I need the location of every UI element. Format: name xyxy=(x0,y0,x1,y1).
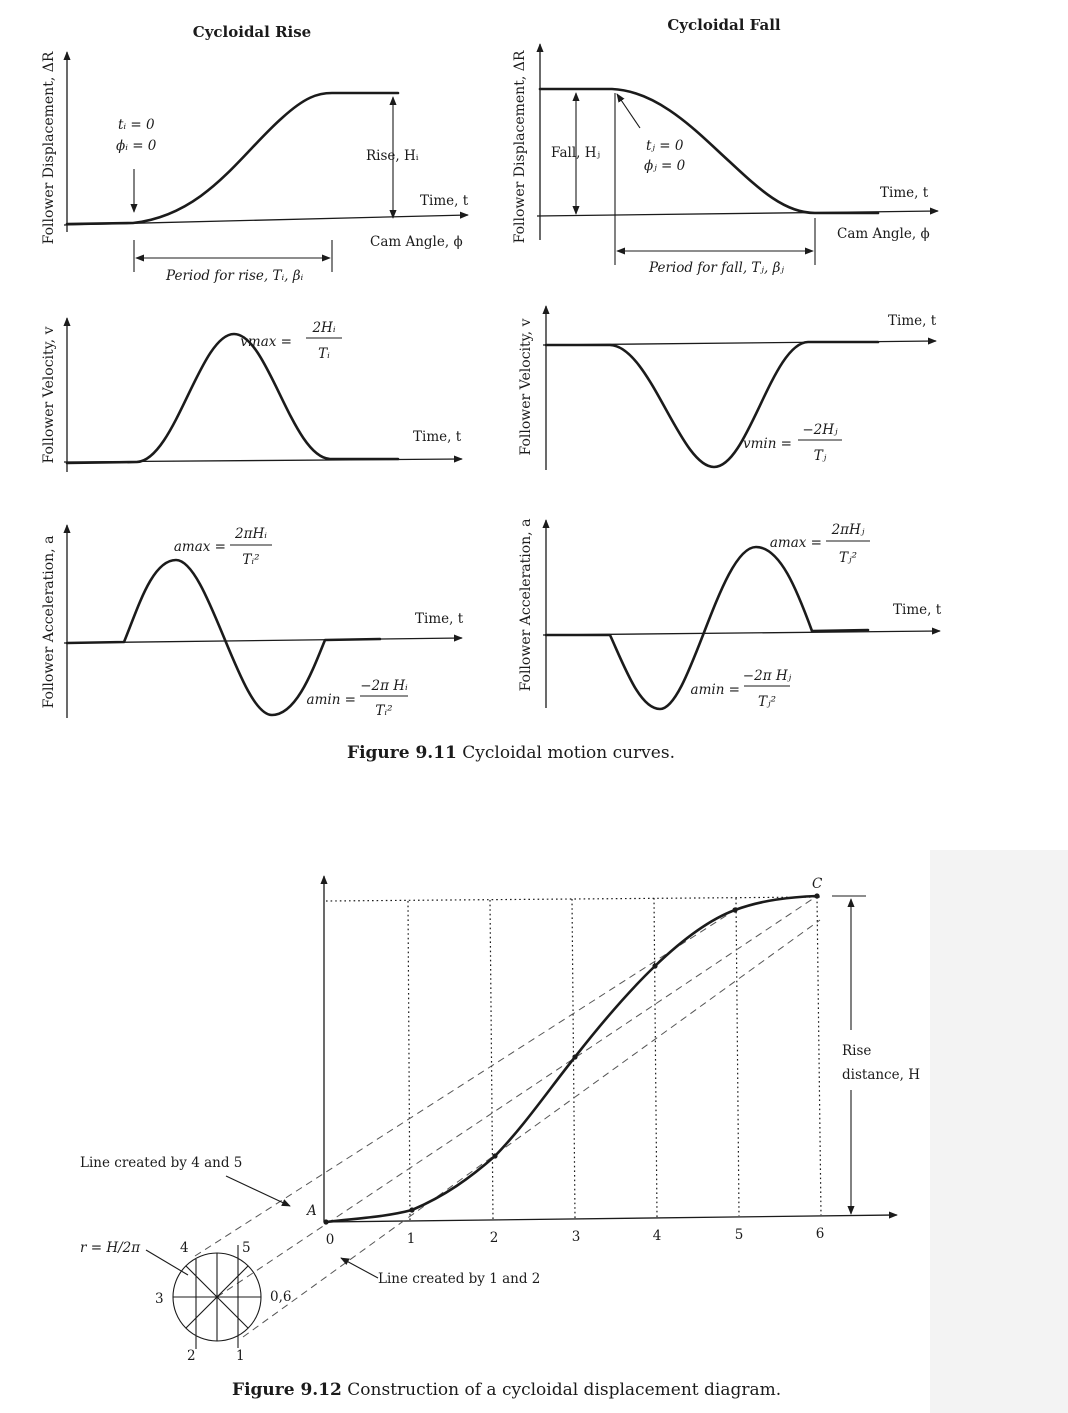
amax-rise-lhs: amax = xyxy=(173,539,226,555)
figure-9-12-number: Figure 9.12 xyxy=(232,1380,342,1400)
curve-point-2 xyxy=(492,1153,497,1158)
fall-velocity-panel xyxy=(518,306,937,470)
page-margin-shade xyxy=(930,850,1068,1413)
line-created-by-4-and-5 xyxy=(195,910,735,1256)
amin-rise-lhs: amin = xyxy=(306,692,356,708)
line12-pointer xyxy=(341,1258,378,1278)
curve-point-4 xyxy=(652,963,657,968)
rise-acc-y-label: Follower Acceleration, a xyxy=(41,535,57,709)
amin-fall-numerator: −2π Hⱼ xyxy=(742,668,792,684)
grid-line-6 xyxy=(817,897,821,1215)
x-tick-4: 4 xyxy=(652,1228,662,1244)
rise-acceleration-panel xyxy=(41,525,464,719)
figure-9-12-caption xyxy=(232,1380,781,1400)
grid-line-2 xyxy=(490,900,493,1219)
vmax-denominator: Tᵢ xyxy=(318,346,330,362)
vmin-lhs: vmin = xyxy=(742,436,792,452)
fall-time-label: Time, t xyxy=(880,185,929,201)
fall-period-label: Period for fall, Tⱼ, βⱼ xyxy=(649,260,784,276)
rise-ti-label: tᵢ = 0 xyxy=(118,117,155,133)
point-a-marker xyxy=(323,1219,328,1224)
x-tick-1: 1 xyxy=(406,1231,416,1247)
rise-title: Cycloidal Rise xyxy=(192,23,312,41)
circle-label-2: 2 xyxy=(187,1348,196,1364)
rise-velocity-curve xyxy=(67,334,398,463)
figure-9-12 xyxy=(80,876,920,1400)
circle-label-1: 1 xyxy=(236,1348,245,1364)
radius-label: r = H/2π xyxy=(80,1240,141,1256)
line45-pointer xyxy=(226,1176,290,1206)
grid-line-4 xyxy=(654,898,657,1217)
rise-displacement-panel xyxy=(41,23,469,284)
rise-vel-y-label: Follower Velocity, v xyxy=(41,326,57,464)
vmax-lhs: vmax = xyxy=(240,334,292,350)
point-a-label: A xyxy=(307,1203,317,1219)
rise-cam-angle-label: Cam Angle, ϕ xyxy=(370,234,463,250)
figure-9-11-number: Figure 9.11 xyxy=(347,743,457,763)
top-dotted-line xyxy=(326,897,820,901)
amax-rise-numerator: 2πHᵢ xyxy=(235,526,267,542)
fall-velocity-curve xyxy=(546,342,878,467)
grid-line-1 xyxy=(408,901,410,1220)
rise-h-label: Rise, Hᵢ xyxy=(366,148,419,164)
rise-vel-time-label: Time, t xyxy=(413,429,462,445)
rise-period-label: Period for rise, Tᵢ, βᵢ xyxy=(166,268,304,284)
x-tick-5: 5 xyxy=(734,1227,744,1243)
x-tick-3: 3 xyxy=(571,1229,581,1245)
rise-distance-label-2: distance, H xyxy=(842,1067,920,1083)
fall-vel-y-label: Follower Velocity, v xyxy=(518,318,534,456)
fall-displacement-panel xyxy=(512,16,938,276)
figure-9-11 xyxy=(41,16,942,763)
fall-phi-label: ϕⱼ = 0 xyxy=(644,158,686,174)
curve-point-1 xyxy=(409,1207,414,1212)
amax-rise-denominator: Tᵢ² xyxy=(242,552,260,568)
point-c-label: C xyxy=(812,876,823,892)
circle-label-4: 4 xyxy=(180,1240,189,1256)
amax-fall-denominator: Tⱼ² xyxy=(839,550,857,566)
fall-vel-time-label: Time, t xyxy=(888,313,937,329)
rise-disp-y-label: Follower Displacement, ΔR xyxy=(41,51,57,245)
curve-point-5 xyxy=(732,907,737,912)
circle-label-5: 5 xyxy=(242,1240,251,1256)
figure-9-11-caption xyxy=(347,743,675,763)
curve-point-3 xyxy=(572,1054,577,1059)
fall-h-label: Fall, Hⱼ xyxy=(551,145,601,161)
amin-rise-numerator: −2π Hᵢ xyxy=(360,678,408,694)
cycloidal-displacement-curve xyxy=(326,896,817,1222)
x-tick-6: 6 xyxy=(815,1226,825,1242)
line-a-to-c xyxy=(217,896,817,1297)
fall-cam-angle-label: Cam Angle, ϕ xyxy=(837,226,930,242)
fall-acc-time-label: Time, t xyxy=(893,602,942,618)
point-c-marker xyxy=(814,893,819,898)
amin-fall-lhs: amin = xyxy=(690,682,740,698)
vmin-numerator: −2Hⱼ xyxy=(802,422,838,438)
grid-line-5 xyxy=(736,898,739,1216)
line45-label: Line created by 4 and 5 xyxy=(80,1155,243,1171)
x-tick-0: 0 xyxy=(325,1232,335,1248)
fall-disp-y-label: Follower Displacement, ΔR xyxy=(512,50,528,244)
fall-title: Cycloidal Fall xyxy=(667,16,781,34)
figure-9-11-text: Cycloidal motion curves. xyxy=(456,743,675,763)
rolling-circle xyxy=(80,1240,291,1364)
x-tick-2: 2 xyxy=(489,1230,499,1246)
figure-9-12-text: Construction of a cycloidal displacement diagram. xyxy=(341,1380,782,1400)
circle-label-3: 3 xyxy=(155,1291,164,1307)
amin-fall-denominator: Tⱼ² xyxy=(758,694,776,710)
amin-rise-denominator: Tᵢ² xyxy=(375,703,393,719)
rise-distance-label-1: Rise xyxy=(842,1043,872,1059)
fall-tj-label: tⱼ = 0 xyxy=(646,138,684,154)
fall-acceleration-panel xyxy=(518,519,942,710)
circle-label-0-6: 0,6 xyxy=(270,1289,292,1305)
amax-fall-numerator: 2πHⱼ xyxy=(831,522,865,538)
fall-acc-y-label: Follower Acceleration, a xyxy=(518,518,534,692)
amax-fall-lhs: amax = xyxy=(769,535,822,551)
vmax-numerator: 2Hᵢ xyxy=(312,320,336,336)
rise-velocity-panel xyxy=(41,318,462,472)
rise-acc-time-label: Time, t xyxy=(415,611,464,627)
rise-displacement-curve xyxy=(67,93,398,224)
x-tick-labels xyxy=(326,1226,825,1248)
rise-time-label: Time, t xyxy=(420,193,469,209)
fall-start-arrow xyxy=(617,94,640,128)
vmin-denominator: Tⱼ xyxy=(813,448,827,464)
curve-points xyxy=(323,893,819,1224)
rise-phi-label: ϕᵢ = 0 xyxy=(116,138,157,154)
line12-label: Line created by 1 and 2 xyxy=(378,1271,541,1287)
